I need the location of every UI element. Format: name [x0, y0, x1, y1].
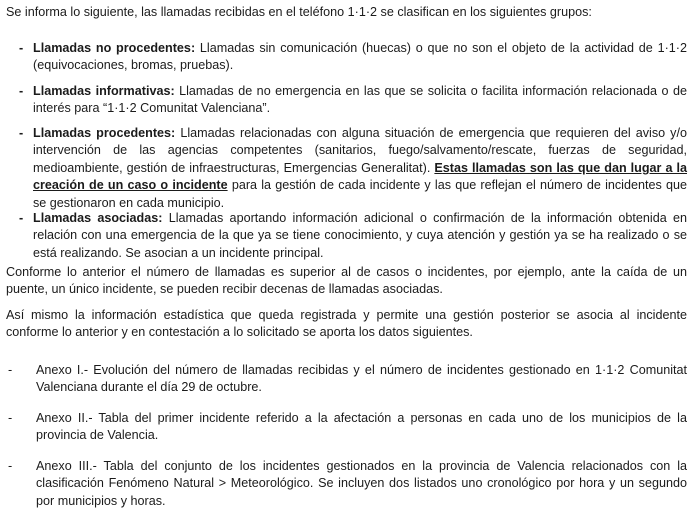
paragraph-conforme: Conforme lo anterior el número de llamadas es superior al de casos o incidentes, por ejemplo, ante la caída de un puente, un único incidente, se pueden recibir decenas de llamadas asociadas. [6, 265, 687, 297]
bullet-llamadas-procedentes [19, 125, 688, 212]
bullet-dash: - [19, 41, 24, 55]
bullet-llamadas-asociadas [19, 210, 687, 262]
annex-text: Anexo I.- Evolución del número de llamadas recibidas y el número de incidentes gestionado en 1·1·2 Comunitat Valenciana durante el día 29 de octubre. [36, 363, 687, 395]
bullet-title: Llamadas informativas: [33, 84, 175, 98]
intro-paragraph: Se informa lo siguiente, las llamadas recibidas en el teléfono 1·1·2 se clasifican en los siguientes grupos: [6, 5, 592, 19]
bullet-title: Llamadas asociadas: [33, 211, 163, 225]
bullet-llamadas-informativas [19, 83, 687, 118]
annex-item-1 [8, 362, 687, 397]
bullet-text: Llamadas de no emergencia en las que se solicita o facilita información relacionada o de interés para “1·1·2 Comunitat Valenciana”. [33, 84, 687, 116]
bullet-text: Llamadas aportando información adicional o confirmación de la información obtenida en relación con una emergencia de la que ya se tiene conocimiento, y cuya atención y gestión ya se ha realizado o se está realizando. Se asocian a un incidente principal. [33, 211, 687, 260]
bullet-dash: - [19, 84, 24, 98]
annex-text: Anexo II.- Tabla del primer incidente referido a la afectación a personas en cada uno de los municipios de la provincia de Valencia. [36, 411, 687, 443]
annex-text: Anexo III.- Tabla del conjunto de los incidentes gestionados en la provincia de Valencia relacionados con la clasificación Fenómeno Natural > Meteorológico. Se incluyen dos listados uno cronológico por hora y un segundo por municipios y horas. [36, 459, 687, 508]
bullet-text: Llamadas sin comunicación (huecas) o que no son el objeto de la actividad de 1·1·2 (equivocaciones, bromas, pruebas). [33, 41, 687, 73]
annex-dash: - [8, 363, 13, 377]
bullet-title: Llamadas no procedentes: [33, 41, 196, 55]
annex-item-3 [8, 458, 687, 510]
annex-dash: - [8, 411, 13, 425]
bullet-title: Llamadas procedentes: [33, 126, 176, 140]
annex-dash: - [8, 459, 13, 473]
paragraph-asi-mismo: Así mismo la información estadística que queda registrada y permite una gestión posterior se asocia al incidente conforme lo anterior y en contestación a lo solicitado se aporta los datos siguientes. [6, 308, 687, 340]
bullet-text-after: para la gestión de cada incidente y las que reflejan el número de incidentes que se gestionaron en cada municipio. [33, 178, 688, 210]
bullet-dash: - [19, 126, 24, 140]
bullet-dash: - [19, 211, 24, 225]
bullet-underlined-text: Estas llamadas son las que dan lugar a la creación de un caso o incidente [33, 160, 687, 193]
bullet-text: Llamadas relacionadas con alguna situación de emergencia que requieren del aviso y/o intervención de las agencias competentes (sanitarios, fuego/salvamento/rescate, fuerzas de seguridad, medioambiente, gestión de infraestructuras, Emergencias Generalitat). [33, 126, 687, 175]
bullet-llamadas-no-procedentes [19, 40, 687, 75]
annex-item-2 [8, 410, 687, 445]
